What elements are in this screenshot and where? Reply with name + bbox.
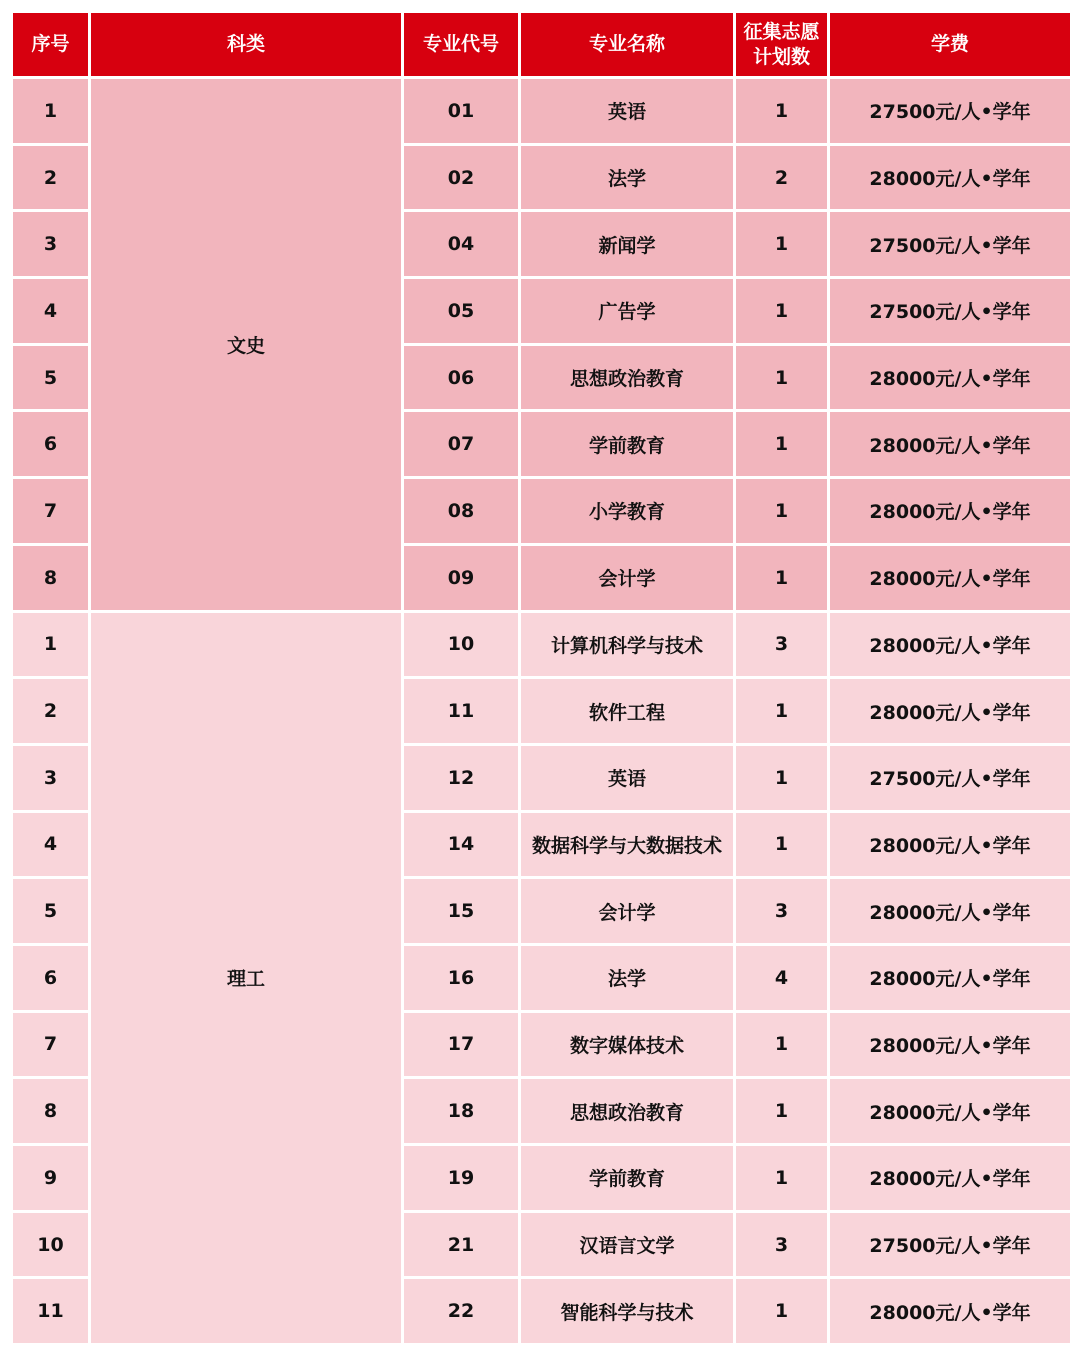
cell-tuition: 27500元/人•学年 xyxy=(829,78,1072,145)
header-seq: 序号 xyxy=(12,12,90,78)
header-code: 专业代号 xyxy=(403,12,520,78)
cell-major: 小学教育 xyxy=(520,478,735,545)
cell-tuition: 28000元/人•学年 xyxy=(829,1078,1072,1145)
cell-plan: 1 xyxy=(735,1145,829,1212)
cell-code: 22 xyxy=(403,1278,520,1345)
cell-tuition: 27500元/人•学年 xyxy=(829,278,1072,345)
cell-major: 法学 xyxy=(520,944,735,1011)
cell-category-wenshi: 文史 xyxy=(90,78,403,612)
cell-plan: 1 xyxy=(735,478,829,545)
cell-seq: 3 xyxy=(12,744,90,811)
cell-major: 广告学 xyxy=(520,278,735,345)
cell-code: 16 xyxy=(403,944,520,1011)
cell-major: 会计学 xyxy=(520,544,735,611)
cell-seq: 6 xyxy=(12,944,90,1011)
cell-code: 14 xyxy=(403,811,520,878)
cell-seq: 9 xyxy=(12,1145,90,1212)
cell-code: 10 xyxy=(403,611,520,678)
cell-code: 17 xyxy=(403,1011,520,1078)
cell-code: 19 xyxy=(403,1145,520,1212)
cell-plan: 1 xyxy=(735,1011,829,1078)
cell-code: 11 xyxy=(403,678,520,745)
table-body xyxy=(12,78,1072,1345)
admission-plan-table-container xyxy=(10,10,1070,1346)
cell-tuition: 27500元/人•学年 xyxy=(829,1211,1072,1278)
cell-tuition: 28000元/人•学年 xyxy=(829,1278,1072,1345)
cell-major: 智能科学与技术 xyxy=(520,1278,735,1345)
cell-plan: 1 xyxy=(735,544,829,611)
cell-plan: 1 xyxy=(735,678,829,745)
cell-plan: 1 xyxy=(735,1078,829,1145)
cell-major: 软件工程 xyxy=(520,678,735,745)
cell-code: 18 xyxy=(403,1078,520,1145)
header-category: 科类 xyxy=(90,12,403,78)
cell-tuition: 28000元/人•学年 xyxy=(829,878,1072,945)
cell-major: 汉语言文学 xyxy=(520,1211,735,1278)
cell-seq: 7 xyxy=(12,478,90,545)
cell-seq: 8 xyxy=(12,1078,90,1145)
cell-plan: 1 xyxy=(735,211,829,278)
cell-tuition: 28000元/人•学年 xyxy=(829,611,1072,678)
table-row xyxy=(12,611,1072,678)
cell-plan: 4 xyxy=(735,944,829,1011)
cell-plan: 1 xyxy=(735,411,829,478)
cell-code: 01 xyxy=(403,78,520,145)
cell-major: 学前教育 xyxy=(520,411,735,478)
table-header xyxy=(12,12,1072,78)
table-row xyxy=(12,78,1072,145)
cell-seq: 1 xyxy=(12,611,90,678)
cell-seq: 6 xyxy=(12,411,90,478)
cell-tuition: 28000元/人•学年 xyxy=(829,144,1072,211)
cell-code: 08 xyxy=(403,478,520,545)
cell-plan: 3 xyxy=(735,878,829,945)
cell-major: 会计学 xyxy=(520,878,735,945)
cell-major: 英语 xyxy=(520,78,735,145)
cell-major: 数据科学与大数据技术 xyxy=(520,811,735,878)
cell-code: 07 xyxy=(403,411,520,478)
cell-tuition: 28000元/人•学年 xyxy=(829,1145,1072,1212)
cell-plan: 3 xyxy=(735,1211,829,1278)
cell-major: 思想政治教育 xyxy=(520,1078,735,1145)
header-plan-line2: 计划数 xyxy=(752,45,810,68)
cell-tuition: 28000元/人•学年 xyxy=(829,411,1072,478)
cell-plan: 1 xyxy=(735,811,829,878)
cell-seq: 1 xyxy=(12,78,90,145)
cell-seq: 7 xyxy=(12,1011,90,1078)
cell-tuition: 28000元/人•学年 xyxy=(829,944,1072,1011)
cell-code: 02 xyxy=(403,144,520,211)
cell-major: 数字媒体技术 xyxy=(520,1011,735,1078)
cell-code: 04 xyxy=(403,211,520,278)
cell-code: 09 xyxy=(403,544,520,611)
cell-plan: 1 xyxy=(735,278,829,345)
cell-code: 21 xyxy=(403,1211,520,1278)
cell-plan: 1 xyxy=(735,344,829,411)
cell-major: 新闻学 xyxy=(520,211,735,278)
cell-seq: 8 xyxy=(12,544,90,611)
cell-plan: 2 xyxy=(735,144,829,211)
cell-plan: 3 xyxy=(735,611,829,678)
cell-seq: 11 xyxy=(12,1278,90,1345)
cell-plan: 1 xyxy=(735,1278,829,1345)
cell-major: 英语 xyxy=(520,744,735,811)
header-row xyxy=(12,12,1072,78)
cell-code: 15 xyxy=(403,878,520,945)
cell-seq: 10 xyxy=(12,1211,90,1278)
header-plan-line1: 征集志愿 xyxy=(743,20,820,43)
cell-seq: 4 xyxy=(12,278,90,345)
cell-code: 06 xyxy=(403,344,520,411)
cell-plan: 1 xyxy=(735,744,829,811)
cell-tuition: 27500元/人•学年 xyxy=(829,211,1072,278)
cell-seq: 4 xyxy=(12,811,90,878)
cell-tuition: 28000元/人•学年 xyxy=(829,1011,1072,1078)
admission-plan-table xyxy=(10,10,1073,1346)
cell-tuition: 28000元/人•学年 xyxy=(829,544,1072,611)
header-major: 专业名称 xyxy=(520,12,735,78)
cell-major: 法学 xyxy=(520,144,735,211)
header-tuition: 学费 xyxy=(829,12,1072,78)
cell-seq: 3 xyxy=(12,211,90,278)
cell-code: 12 xyxy=(403,744,520,811)
cell-seq: 2 xyxy=(12,678,90,745)
cell-category-ligong: 理工 xyxy=(90,611,403,1345)
cell-tuition: 28000元/人•学年 xyxy=(829,478,1072,545)
cell-tuition: 28000元/人•学年 xyxy=(829,344,1072,411)
cell-plan: 1 xyxy=(735,78,829,145)
cell-seq: 5 xyxy=(12,878,90,945)
cell-code: 05 xyxy=(403,278,520,345)
cell-major: 计算机科学与技术 xyxy=(520,611,735,678)
cell-major: 思想政治教育 xyxy=(520,344,735,411)
cell-seq: 2 xyxy=(12,144,90,211)
cell-major: 学前教育 xyxy=(520,1145,735,1212)
cell-tuition: 27500元/人•学年 xyxy=(829,744,1072,811)
cell-tuition: 28000元/人•学年 xyxy=(829,678,1072,745)
cell-seq: 5 xyxy=(12,344,90,411)
cell-tuition: 28000元/人•学年 xyxy=(829,811,1072,878)
header-plan xyxy=(735,12,829,78)
